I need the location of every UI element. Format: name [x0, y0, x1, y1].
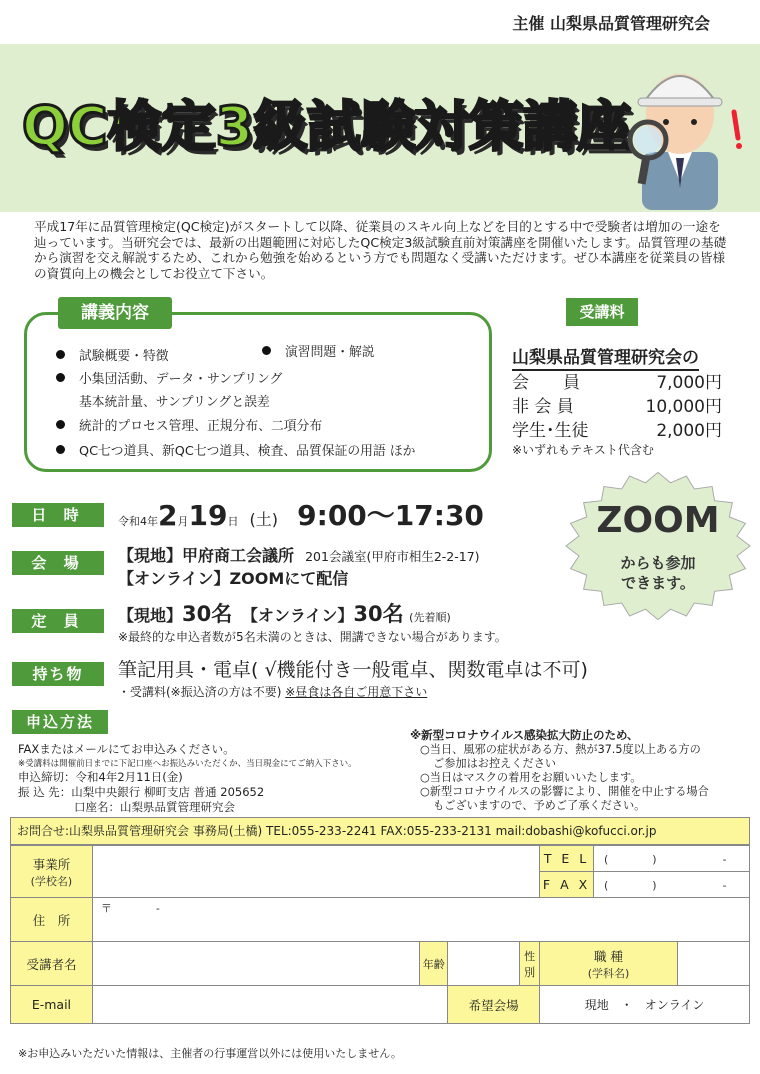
- intro-paragraph: 平成17年に品質管理検定(QC検定)がスタートして以降、従業員のスキル向上などを目的とする中で受験者は増加の一途を辿っています。当研究会では、最新の出題範囲に対応したQC検定3級試験直前対策講座を開催いたします。品質管理の基礎から演習を交え解説するため、これから勉強を始めるという方でも問題なく受講いただけます。ぜひ本講座を従業員の皆様の資質向上の機会としてお役立て下さい。: [34, 219, 727, 281]
- capacity-label: 定 員: [12, 609, 104, 633]
- page-title: QC検定3級試験対策講座: [22, 95, 632, 158]
- fee-row-student: 学生･生徒 2,000円: [512, 421, 722, 441]
- schedule-datetime: 令和4年2月19日 (土) 9:00〜17:30: [118, 499, 484, 532]
- email-input[interactable]: [92, 986, 447, 1024]
- age-input[interactable]: [448, 942, 520, 986]
- zoom-title: ZOOM: [596, 500, 720, 541]
- lecture-item: QC七つ道具、新QC七つ道具、検査、品質保証の用語 ほか: [56, 440, 415, 459]
- lecture-item: 統計的プロセス管理、正規分布、二項分布: [56, 415, 322, 434]
- bullet-icon: [56, 420, 65, 429]
- apply-bank: 振 込 先：山梨中央銀行 柳町支店 普通 205652: [18, 785, 265, 799]
- zoom-badge: [564, 472, 752, 620]
- name-input[interactable]: [92, 942, 419, 986]
- apply-deadline: 申込締切：令和4年2月11日(金): [18, 770, 183, 784]
- tel-label: T E L: [540, 846, 594, 872]
- fee-note: ※いずれもテキスト代含む: [512, 443, 654, 457]
- apply-line2: ※受講料は開催前日までに下記口座へお振込みいただくか、当日現金にてご納入下さい。: [18, 759, 357, 769]
- fee-heading: 山梨県品質管理研究会の: [512, 343, 699, 371]
- fee-row-member: 会 員 7,000円: [512, 373, 722, 393]
- bullet-icon: [56, 350, 65, 359]
- job-label: 職 種 (学科名): [540, 942, 678, 986]
- gender-label: 性別: [520, 942, 540, 986]
- apply-holder: 口座名：山梨県品質管理研究会: [74, 800, 235, 814]
- bullet-icon: [56, 373, 65, 382]
- covid-line: ○当日はマスクの着用をお願いいたします。: [420, 771, 642, 784]
- address-label: 住 所: [11, 898, 93, 942]
- zoom-sub-line1: からも参加: [620, 554, 696, 572]
- covid-title: ※新型コロナウイルス感染拡大防止のため、: [410, 728, 639, 742]
- name-label: 受講者名: [11, 942, 93, 986]
- bullet-icon: [56, 445, 65, 454]
- starburst-icon: [564, 472, 752, 620]
- fee-label: 受講料: [566, 298, 638, 326]
- items-label: 持ち物: [12, 662, 104, 686]
- venue-label: 会 場: [12, 551, 104, 575]
- covid-line: ○新型コロナウイルスの影響により、開催を中止する場合: [420, 785, 709, 798]
- lecture-item: 小集団活動、データ・サンプリング: [56, 368, 282, 387]
- lecture-item: 試験概要・特徴: [56, 345, 169, 364]
- covid-line: ご参加はお控えください: [433, 757, 557, 770]
- organizer-text: 主催 山梨県品質管理研究会: [512, 14, 710, 33]
- items-line1: 筆記用具・電卓( √機能付き一般電卓、関数電卓は不可): [118, 659, 588, 681]
- lecture-label: 講義内容: [58, 297, 172, 329]
- apply-line1: FAXまたはメールにてお申込みください。: [18, 742, 235, 756]
- address-input[interactable]: 〒 -: [92, 898, 749, 942]
- office-input[interactable]: [92, 846, 539, 898]
- apply-label: 申込方法: [12, 710, 108, 734]
- fee-row-nonmember: 非 会 員 10,000円: [512, 397, 722, 417]
- fax-input[interactable]: ( ) -: [594, 872, 750, 898]
- venue-line1: 【現地】甲府商工会議所 201会議室(甲府市相生2-2-17): [118, 546, 480, 565]
- application-form: [10, 845, 750, 1024]
- covid-line: もございますので、予めご了承ください。: [433, 799, 646, 812]
- lecture-item: 演習問題・解説: [262, 341, 375, 360]
- items-line2: ・受講料(※振込済の方は不要) ※昼食は各自ご用意下さい: [118, 685, 428, 699]
- capacity-line: 【現地】30名 【オンライン】30名 (先着順): [118, 602, 451, 626]
- capacity-note: ※最終的な申込者数が5名未満のときは、開講できない場合があります。: [118, 630, 507, 644]
- email-label: E-mail: [11, 986, 93, 1024]
- contact-bar: お問合せ:山梨県品質管理研究会 事務局(土橋) TEL:055-233-2241 FAX:055-233-2131 mail:dobashi@kofucci.or.jp: [10, 817, 750, 845]
- lecture-item: 基本統計量、サンプリングと誤差: [79, 395, 270, 410]
- schedule-label: 日 時: [12, 503, 104, 527]
- job-input[interactable]: [677, 942, 749, 986]
- organizer-bar: [0, 0, 760, 44]
- bullet-icon: [262, 346, 271, 355]
- privacy-footnote: ※お申込みいただいた情報は、主催者の行事運営以外には使用いたしません。: [18, 1047, 402, 1060]
- venue-pref-label: 希望会場: [448, 986, 540, 1024]
- tel-input[interactable]: ( ) -: [594, 846, 750, 872]
- venue-line2: 【オンライン】ZOOMにて配信: [118, 569, 349, 588]
- covid-line: ○当日、風邪の症状がある方、熱が37.5度以上ある方の: [420, 743, 701, 756]
- zoom-sub-line2: できます。: [621, 574, 695, 592]
- inspector-mascot-icon: [608, 42, 748, 210]
- fax-label: F A X: [540, 872, 594, 898]
- age-label: 年齢: [420, 942, 448, 986]
- venue-pref-options[interactable]: 現地 ・ オンライン: [540, 986, 750, 1024]
- office-label: 事業所 (学校名): [11, 846, 93, 898]
